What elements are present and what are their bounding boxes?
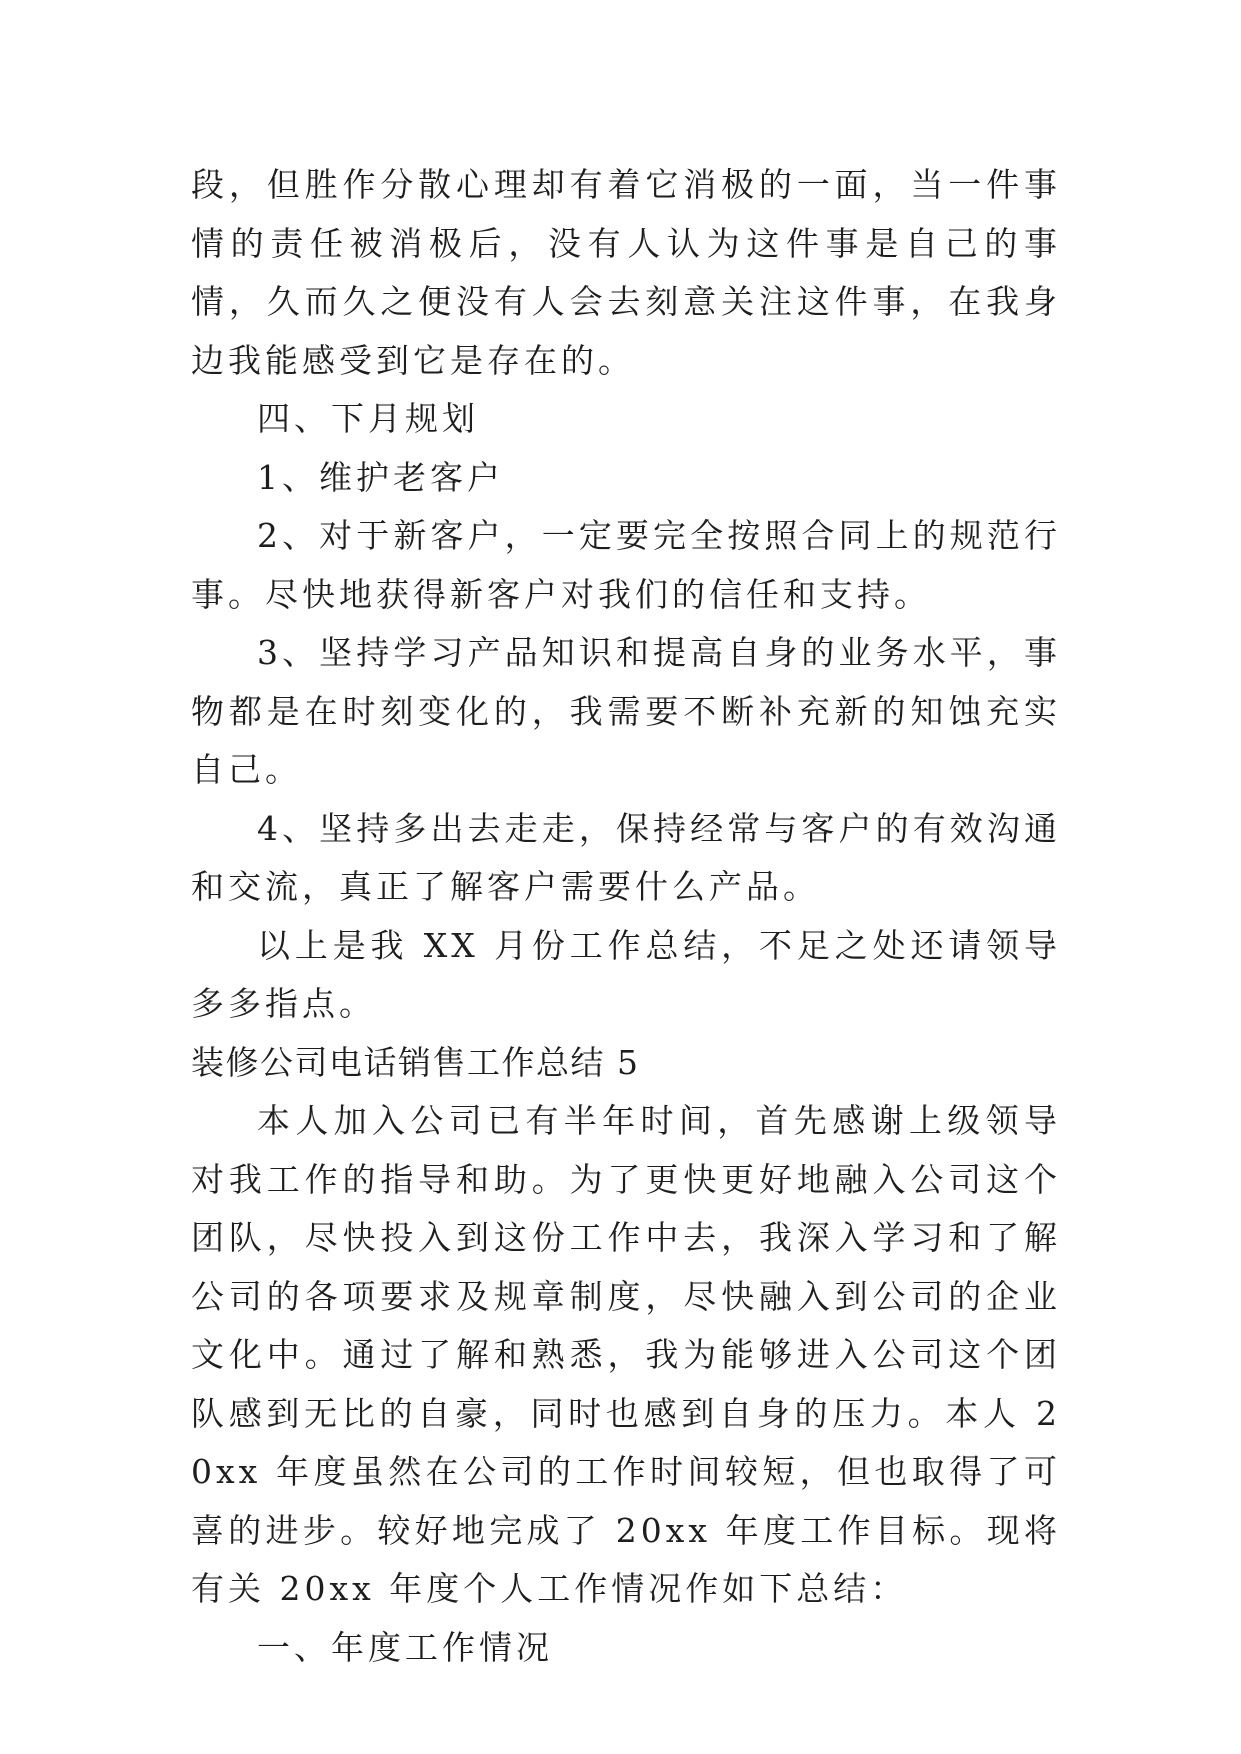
closing-paragraph: 以上是我 XX 月份工作总结，不足之处还请领导多多指点。	[191, 925, 1061, 1023]
article-title: 装修公司电话销售工作总结 5	[191, 1042, 640, 1082]
section-heading-annual-work: 一、年度工作情况	[257, 1627, 553, 1667]
list-item-2: 2、对于新客户，一定要完全按照合同上的规范行事。尽快地获得新客户对我们的信任和支持。	[191, 516, 1061, 614]
paragraph-continuation: 段，但胜作分散心理却有着它消极的一面，当一件事情的责任被消极后，没有人认为这件事是自己的事情，久而久之便没有人会去刻意关注这件事，在我身边我能感受到它是存在的。	[191, 165, 1061, 380]
section-heading-next-month-plan: 四、下月规划	[257, 399, 479, 438]
list-item-1: 1、维护老客户	[257, 457, 504, 497]
list-item-3: 3、坚持学习产品知识和提高自身的业务水平，事物都是在时刻变化的，我需要不断补充新的知蚀充实自己。	[191, 633, 1061, 789]
document-body	[191, 156, 1061, 1677]
list-item-4: 4、坚持多出去走走，保持经常与客户的有效沟通和交流，真正了解客户需要什么产品。	[191, 808, 1061, 906]
intro-paragraph: 本人加入公司已有半年时间，首先感谢上级领导对我工作的指导和助。为了更快更好地融入公司这个团队，尽快投入到这份工作中去，我深入学习和了解公司的各项要求及规章制度，尽快融入到公司的企业文化中。通过了解和熟悉，我为能够进入公司这个团队感到无比的自豪，同时也感到自身的压力。本人 20xx 年度虽然在公司的工作时间较短，但也取得了可喜的进步。较好地完成了 20xx 年度工作目标。现将有关 20xx 年度个人工作情况作如下总结：	[191, 1101, 1061, 1608]
